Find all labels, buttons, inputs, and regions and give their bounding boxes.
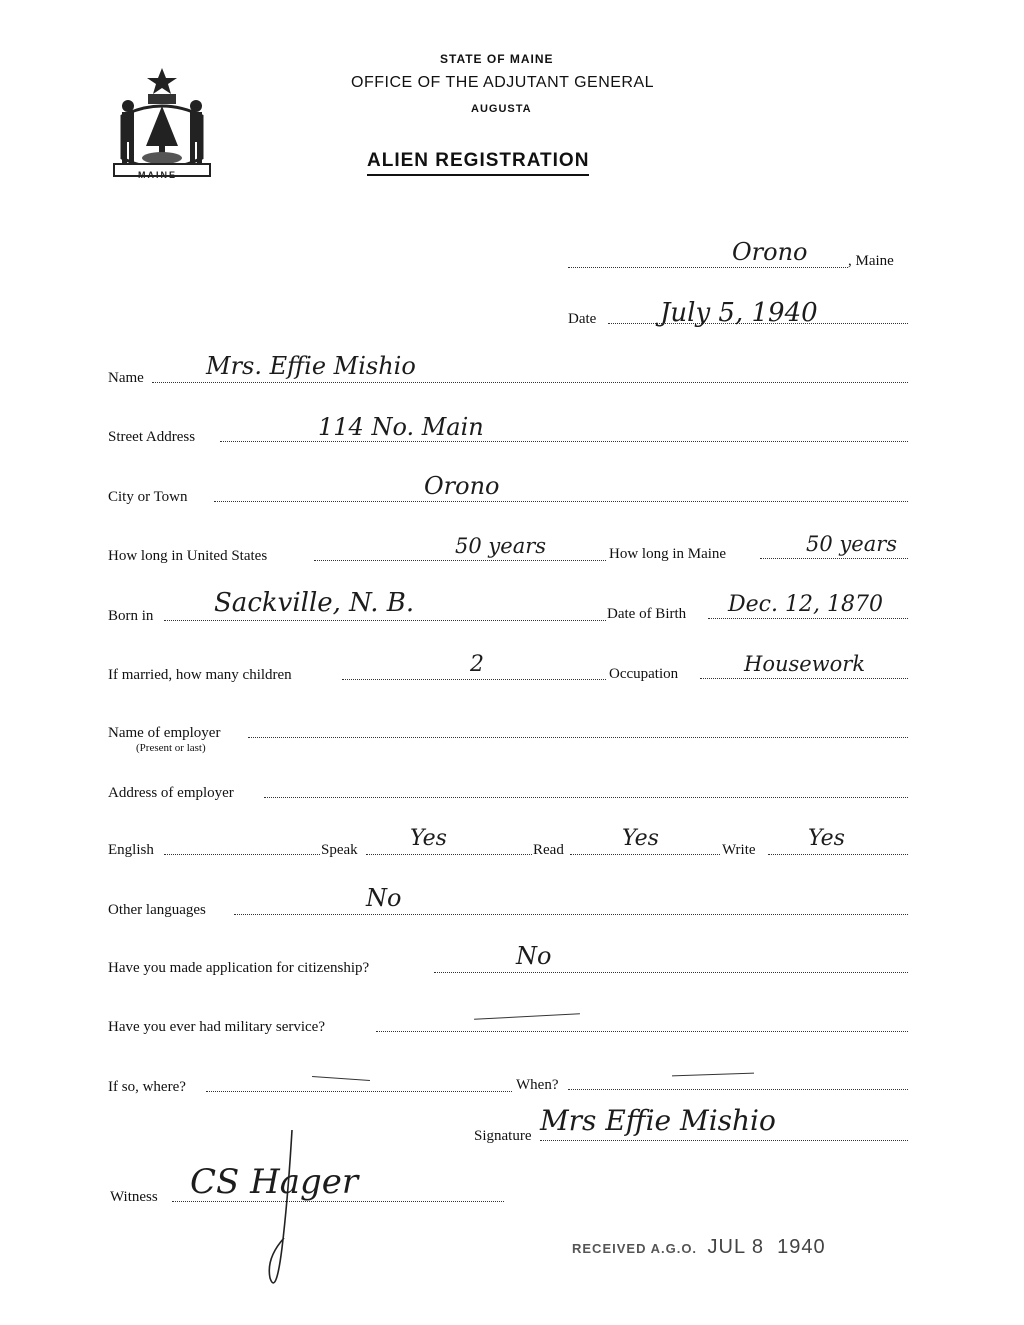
read-value: Yes: [622, 826, 659, 851]
header-state: STATE OF MAINE: [440, 52, 554, 66]
occupation-value: Housework: [744, 652, 866, 676]
form-title: ALIEN REGISTRATION: [367, 150, 589, 176]
where-dash-mark: [312, 1076, 370, 1081]
other-languages-value: No: [366, 884, 402, 912]
when-line: [568, 1089, 908, 1090]
dob-label: Date of Birth: [607, 606, 687, 622]
employer-note: (Present or last): [136, 742, 206, 754]
long-us-line: [314, 560, 606, 561]
born-value: Sackville, N. B.: [214, 588, 415, 618]
english-label: English: [108, 842, 154, 858]
write-value: Yes: [808, 826, 845, 851]
long-maine-value: 50 years: [806, 532, 898, 556]
speak-label: Speak: [321, 842, 358, 858]
dob-line: [708, 618, 908, 619]
employer-address-label: Address of employer: [108, 785, 234, 801]
read-line: [570, 854, 720, 855]
military-dash-mark: [474, 1013, 580, 1020]
city-label: City or Town: [108, 489, 188, 505]
children-label: If married, how many children: [108, 667, 292, 683]
street-label: Street Address: [108, 429, 196, 445]
received-stamp: [572, 1236, 826, 1259]
where-line: [206, 1091, 512, 1092]
when-label: When?: [516, 1077, 559, 1093]
signature-label: Signature: [474, 1128, 532, 1144]
town-line: [568, 267, 848, 268]
long-us-value: 50 years: [455, 534, 547, 558]
date-label: Date: [568, 311, 597, 327]
city-line: [214, 501, 908, 502]
speak-value: Yes: [410, 826, 447, 851]
other-languages-line: [234, 914, 908, 915]
seal-scroll-text: MAINE: [138, 170, 177, 180]
other-languages-label: Other languages: [108, 902, 206, 918]
military-line: [376, 1031, 908, 1032]
born-label: Born in: [108, 608, 154, 624]
long-maine-line: [760, 558, 908, 559]
citizenship-label: Have you made application for citizenship?: [108, 960, 370, 976]
when-dash-mark: [672, 1073, 754, 1077]
write-line: [768, 854, 908, 855]
maine-state-seal-icon: [108, 66, 216, 186]
witness-signature: CS Hager: [190, 1162, 359, 1202]
children-value: 2: [470, 652, 484, 677]
write-label: Write: [722, 842, 756, 858]
street-value: 114 No. Main: [318, 413, 484, 441]
name-line: [152, 382, 908, 383]
children-line: [342, 679, 606, 680]
occupation-label: Occupation: [609, 666, 679, 682]
witness-flourish-icon: [262, 1128, 302, 1298]
citizenship-value: No: [516, 942, 552, 970]
english-line: [164, 854, 320, 855]
name-label: Name: [108, 370, 144, 386]
header-city: AUGUSTA: [471, 103, 532, 115]
speak-line: [366, 854, 532, 855]
read-label: Read: [533, 842, 564, 858]
dob-value: Dec. 12, 1870: [728, 592, 883, 617]
employer-label: Name of employer: [108, 725, 221, 741]
maine-label: , Maine: [848, 253, 894, 269]
signature-value: Mrs Effie Mishio: [540, 1104, 776, 1137]
long-maine-label: How long in Maine: [609, 546, 727, 562]
military-label: Have you ever had military service?: [108, 1019, 325, 1035]
signature-line: [540, 1140, 908, 1141]
street-line: [220, 441, 908, 442]
born-line: [164, 620, 606, 621]
city-value: Orono: [424, 472, 500, 500]
employer-line: [248, 737, 908, 738]
name-value: Mrs. Effie Mishio: [206, 352, 416, 380]
received-stamp-date: JUL 8 1940: [707, 1236, 826, 1258]
town-value: Orono: [732, 238, 808, 266]
employer-address-line: [264, 797, 908, 798]
header-office: OFFICE OF THE ADJUTANT GENERAL: [351, 74, 655, 91]
witness-label: Witness: [110, 1189, 158, 1205]
where-label: If so, where?: [108, 1079, 186, 1095]
citizenship-line: [434, 972, 908, 973]
occupation-line: [700, 678, 908, 679]
date-value: July 5, 1940: [660, 298, 818, 328]
long-us-label: How long in United States: [108, 548, 268, 564]
received-stamp-text: RECEIVED A.G.O.: [572, 1241, 698, 1256]
